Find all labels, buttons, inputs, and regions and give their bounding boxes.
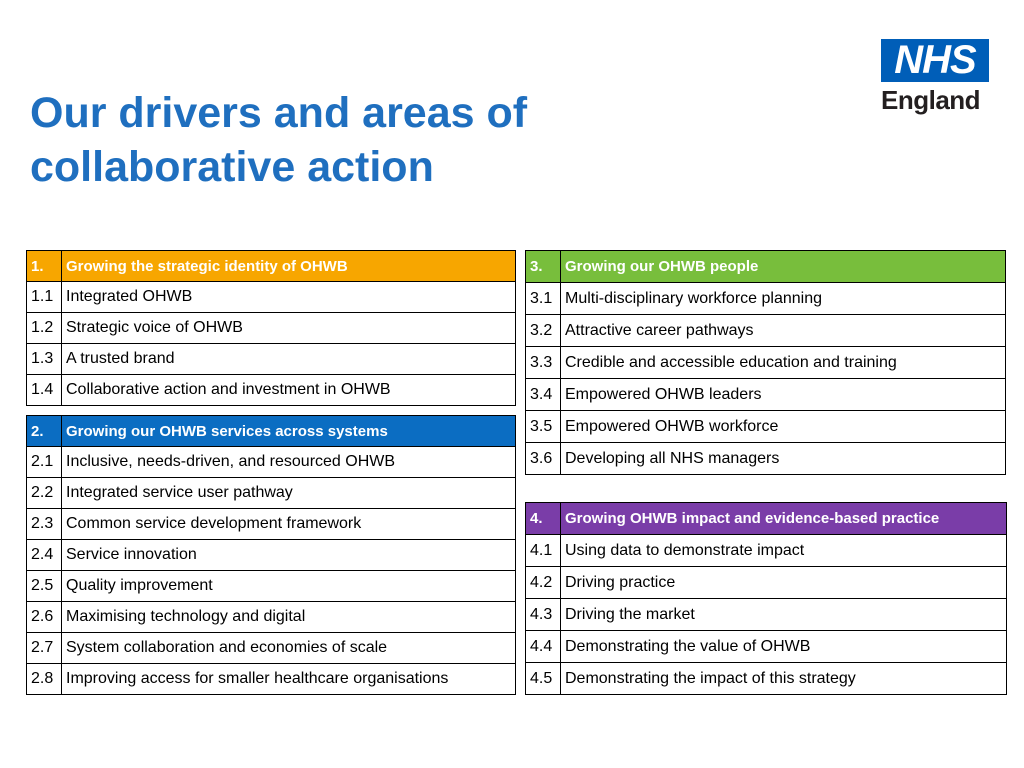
action-number: 2.5 xyxy=(27,571,62,602)
table-row xyxy=(526,411,1006,443)
table-row xyxy=(526,379,1006,411)
action-text: Collaborative action and investment in OHWB xyxy=(62,375,516,406)
action-number: 3.1 xyxy=(526,283,561,315)
action-text: Maximising technology and digital xyxy=(62,602,516,633)
action-text: Driving the market xyxy=(561,599,1007,631)
action-text: Multi-disciplinary workforce planning xyxy=(561,283,1006,315)
driver-heading: Growing our OHWB people xyxy=(561,251,1006,283)
action-text: Driving practice xyxy=(561,567,1007,599)
table-row xyxy=(27,664,516,695)
table-row xyxy=(27,602,516,633)
action-text: Integrated OHWB xyxy=(62,282,516,313)
action-text: Improving access for smaller healthcare organisations xyxy=(62,664,516,695)
table-row xyxy=(526,443,1006,475)
driver-heading-row xyxy=(27,416,516,447)
nhs-logo-subtitle: England xyxy=(881,85,981,115)
driver-number: 1. xyxy=(27,251,62,282)
table-row xyxy=(526,283,1006,315)
driver-heading-row xyxy=(526,251,1006,283)
table-row xyxy=(27,313,516,344)
action-number: 4.5 xyxy=(526,663,561,695)
action-number: 2.6 xyxy=(27,602,62,633)
driver-heading: Growing OHWB impact and evidence-based practice xyxy=(561,503,1007,535)
table-row xyxy=(27,509,516,540)
action-number: 2.4 xyxy=(27,540,62,571)
action-number: 1.4 xyxy=(27,375,62,406)
driver-1-table xyxy=(26,250,516,406)
action-text: Service innovation xyxy=(62,540,516,571)
action-number: 3.2 xyxy=(526,315,561,347)
action-text: System collaboration and economies of scale xyxy=(62,633,516,664)
action-text: Inclusive, needs-driven, and resourced OHWB xyxy=(62,447,516,478)
action-text: Strategic voice of OHWB xyxy=(62,313,516,344)
table-row xyxy=(526,535,1007,567)
driver-3-table xyxy=(525,250,1006,475)
action-number: 3.4 xyxy=(526,379,561,411)
action-text: Using data to demonstrate impact xyxy=(561,535,1007,567)
table-row xyxy=(526,631,1007,663)
action-number: 1.3 xyxy=(27,344,62,375)
page-title: Our drivers and areas of collaborative action xyxy=(30,89,528,191)
table-row xyxy=(27,571,516,602)
action-text: Demonstrating the value of OHWB xyxy=(561,631,1007,663)
table-row xyxy=(526,347,1006,379)
driver-number: 4. xyxy=(526,503,561,535)
table-row xyxy=(526,567,1007,599)
action-text: Integrated service user pathway xyxy=(62,478,516,509)
table-row xyxy=(27,478,516,509)
table-row xyxy=(27,282,516,313)
action-number: 4.1 xyxy=(526,535,561,567)
action-number: 2.3 xyxy=(27,509,62,540)
action-number: 2.8 xyxy=(27,664,62,695)
table-row xyxy=(27,540,516,571)
table-row xyxy=(27,447,516,478)
action-number: 1.2 xyxy=(27,313,62,344)
action-text: Developing all NHS managers xyxy=(561,443,1006,475)
driver-number: 2. xyxy=(27,416,62,447)
action-text: Common service development framework xyxy=(62,509,516,540)
nhs-logo-mark: NHS xyxy=(881,39,989,82)
action-text: Demonstrating the impact of this strategy xyxy=(561,663,1007,695)
driver-heading: Growing our OHWB services across systems xyxy=(62,416,516,447)
action-number: 3.5 xyxy=(526,411,561,443)
action-number: 4.2 xyxy=(526,567,561,599)
action-text: A trusted brand xyxy=(62,344,516,375)
action-text: Empowered OHWB workforce xyxy=(561,411,1006,443)
driver-heading: Growing the strategic identity of OHWB xyxy=(62,251,516,282)
driver-number: 3. xyxy=(526,251,561,283)
table-row xyxy=(526,663,1007,695)
table-row xyxy=(526,315,1006,347)
action-number: 4.3 xyxy=(526,599,561,631)
table-row xyxy=(27,344,516,375)
driver-2-table xyxy=(26,415,516,695)
action-number: 2.2 xyxy=(27,478,62,509)
table-row xyxy=(27,633,516,664)
table-row xyxy=(526,599,1007,631)
driver-heading-row xyxy=(526,503,1007,535)
action-text: Credible and accessible education and training xyxy=(561,347,1006,379)
action-number: 2.7 xyxy=(27,633,62,664)
action-number: 1.1 xyxy=(27,282,62,313)
action-number: 3.3 xyxy=(526,347,561,379)
table-row xyxy=(27,375,516,406)
action-text: Empowered OHWB leaders xyxy=(561,379,1006,411)
nhs-england-logo xyxy=(881,39,991,115)
driver-heading-row xyxy=(27,251,516,282)
action-text: Quality improvement xyxy=(62,571,516,602)
action-text: Attractive career pathways xyxy=(561,315,1006,347)
action-number: 3.6 xyxy=(526,443,561,475)
action-number: 4.4 xyxy=(526,631,561,663)
action-number: 2.1 xyxy=(27,447,62,478)
driver-4-table xyxy=(525,502,1007,695)
